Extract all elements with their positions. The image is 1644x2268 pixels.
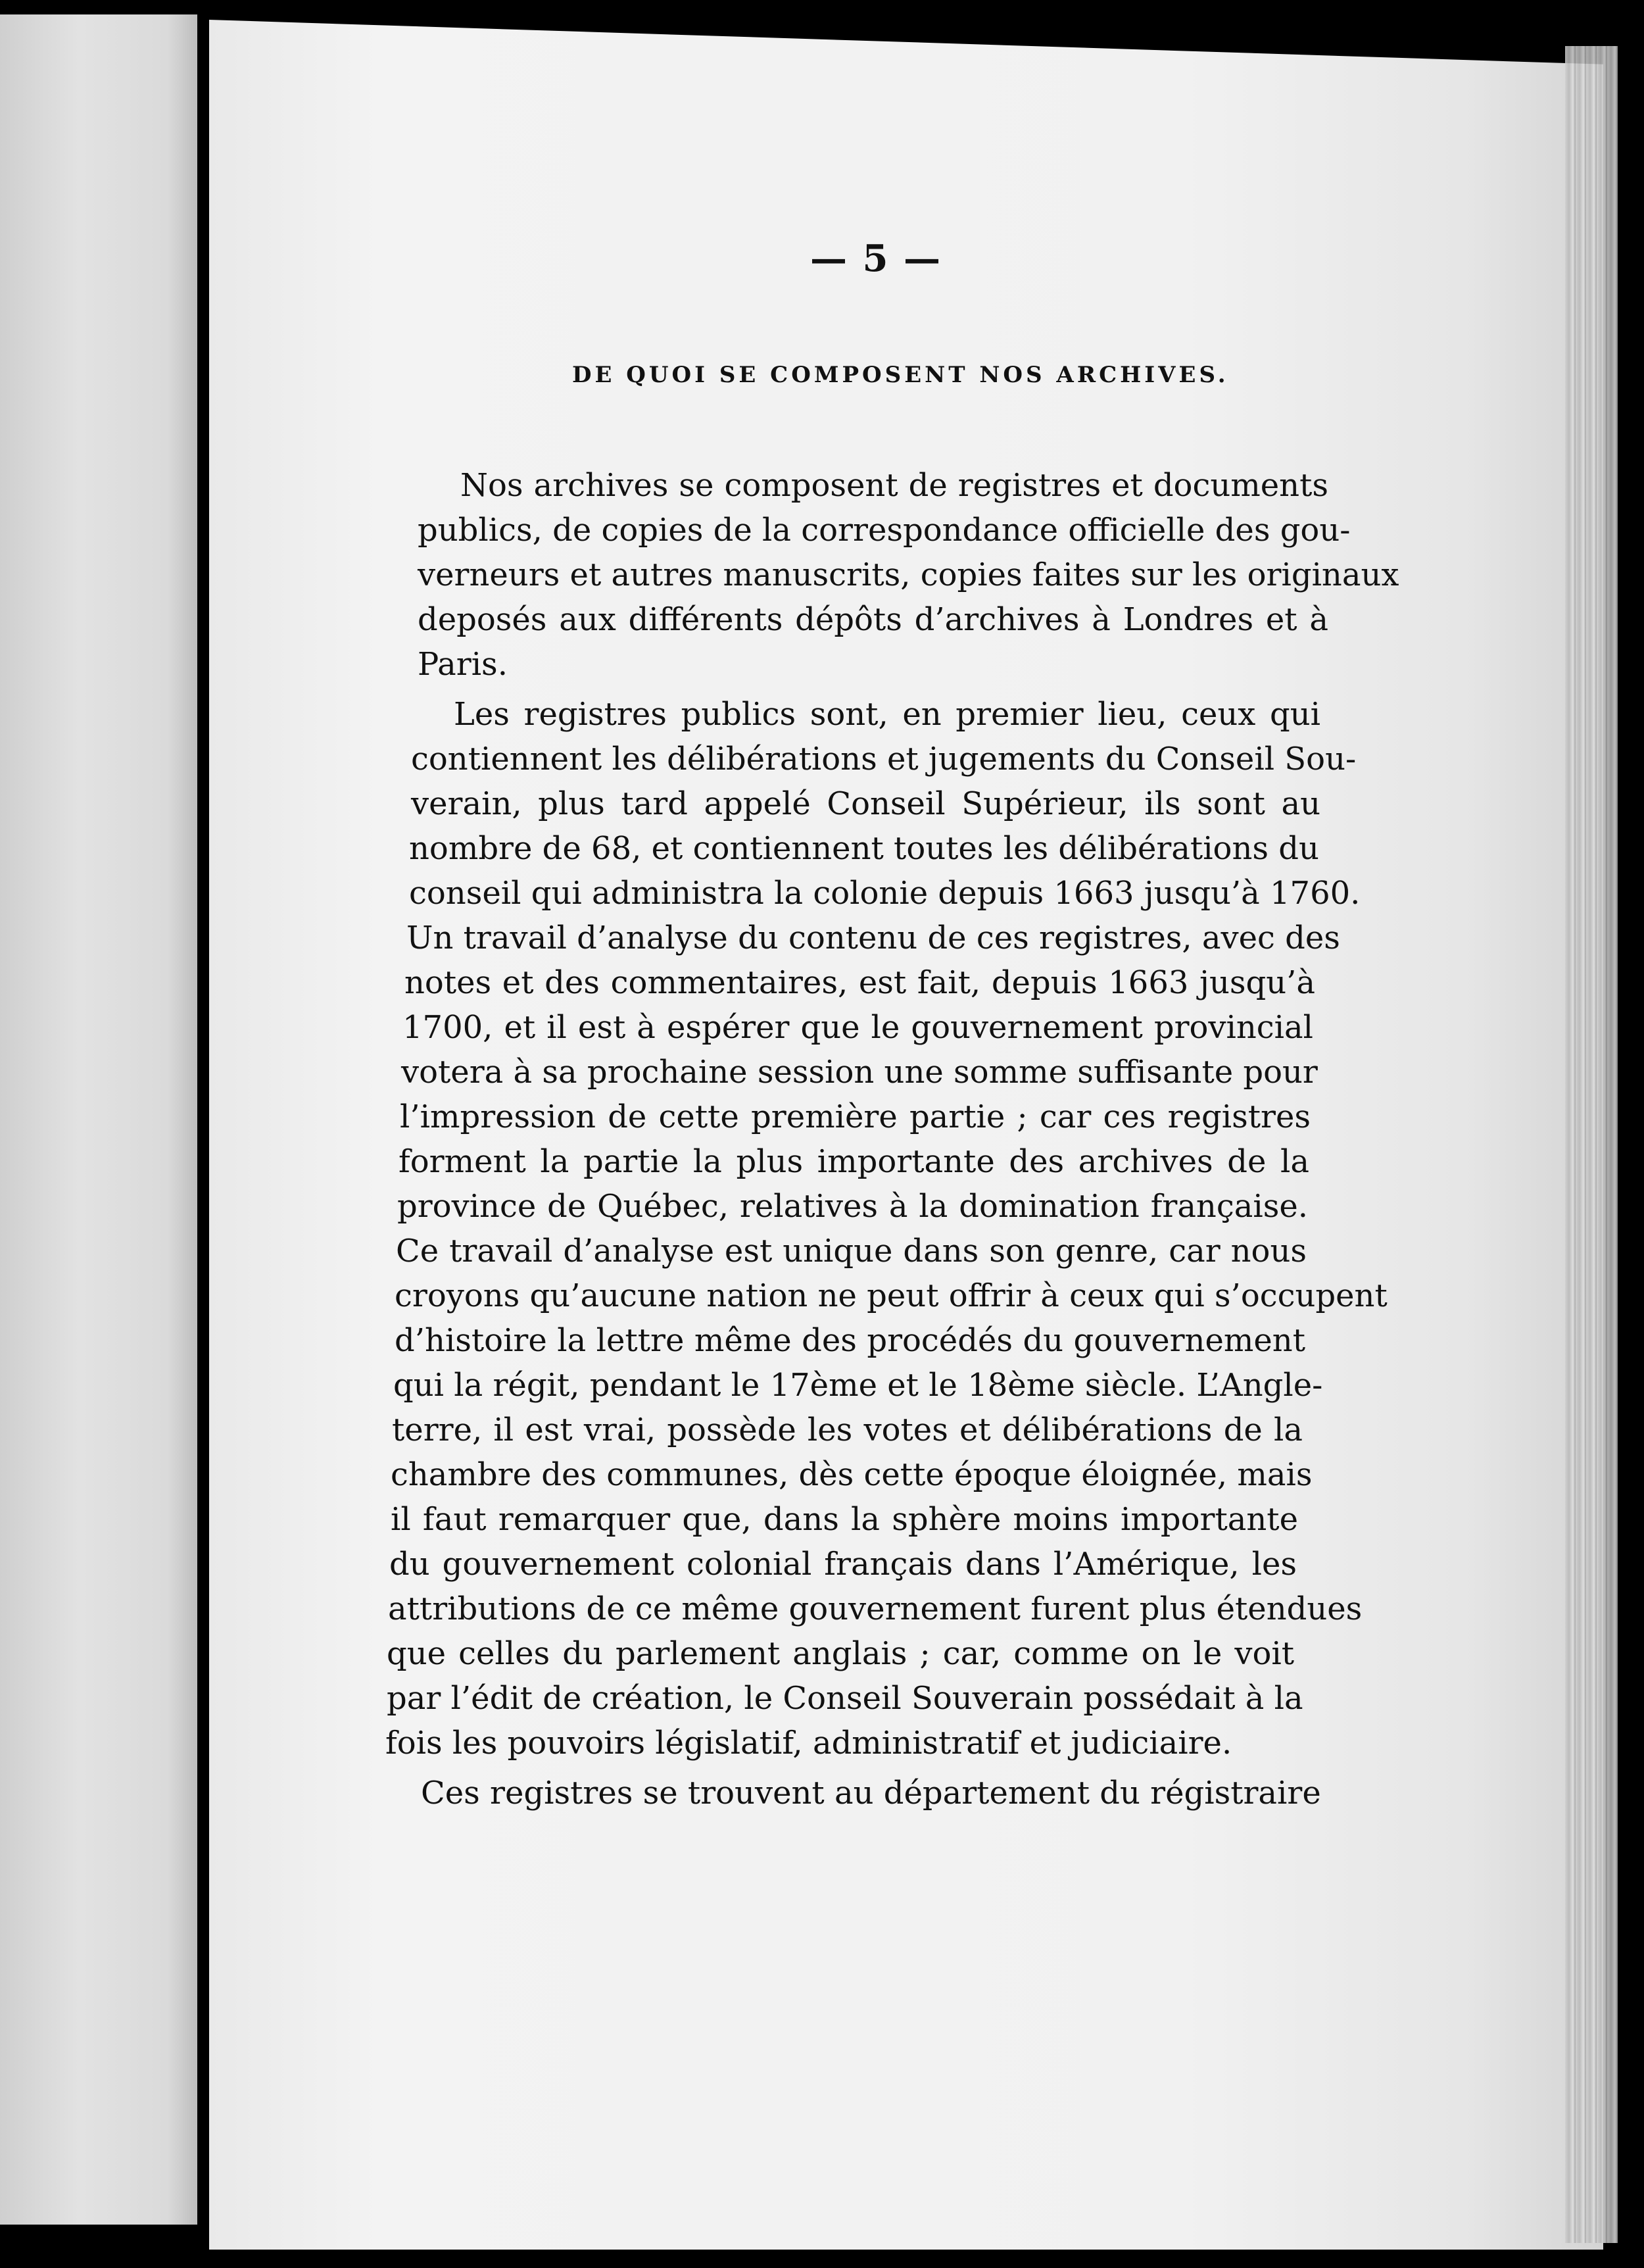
text-line: conseil qui administra la colonie depuis 1663 jusqu’à 1760. <box>409 875 1361 912</box>
text-line: fois les pouvoirs législatif, administratif et judiciaire. <box>385 1725 1232 1762</box>
text-line: Paris. <box>418 646 508 683</box>
text-line: contiennent les délibérations et jugements du Conseil Sou- <box>411 741 1357 777</box>
text-line: par l’édit de création, le Conseil Souverain possédait à la <box>387 1680 1303 1717</box>
text-line: Nos archives se composent de registres et documents <box>460 467 1328 504</box>
text-line: attributions de ce même gouvernement furent plus étendues <box>388 1590 1363 1627</box>
text-line: 1700, et il est à espérer que le gouvernement provincial <box>402 1009 1313 1046</box>
text-line: du gouvernement colonial français dans l’Amérique, les <box>389 1546 1297 1583</box>
text-line: il faut remarquer que, dans la sphère moins importante <box>391 1501 1298 1538</box>
text-line: que celles du parlement anglais ; car, comme on le voit <box>387 1635 1294 1672</box>
text-line: province de Québec, relatives à la domination française. <box>397 1188 1308 1225</box>
text-line: qui la régit, pendant le 17ème et le 18ème siècle. L’Angle- <box>393 1367 1323 1404</box>
text-line: d’histoire la lettre même des procédés du gouvernement <box>395 1322 1305 1359</box>
text-line: notes et des commentaires, est fait, depuis 1663 jusqu’à <box>404 964 1315 1001</box>
text-line: forment la partie la plus importante des archives de la <box>399 1143 1309 1180</box>
text-line: croyons qu’aucune nation ne peut offrir à ceux qui s’occupent <box>395 1277 1388 1314</box>
text-line: Un travail d’analyse du contenu de ces registres, avec des <box>406 920 1340 956</box>
text-line: deposés aux différents dépôts d’archives à Londres et à <box>418 601 1328 638</box>
text-line: nombre de 68, et contiennent toutes les délibérations du <box>409 830 1319 867</box>
text-line: verain, plus tard appelé Conseil Supérieur, ils sont au <box>411 785 1320 822</box>
text-line: Ce travail d’analyse est unique dans son genre, car nous <box>396 1233 1307 1270</box>
text-line: publics, de copies de la correspondance officielle des gou- <box>418 512 1351 549</box>
page-number: — 5 — <box>810 237 942 280</box>
text-line: Les registres publics sont, en premier lieu, ceux qui <box>454 696 1320 733</box>
text-line: terre, il est vrai, possède les votes et délibérations de la <box>392 1412 1303 1448</box>
text-line: Ces registres se trouvent au département du régistraire <box>421 1775 1321 1812</box>
text-line: l’impression de cette première partie ; car ces registres <box>400 1098 1311 1135</box>
section-title: DE QUOI SE COMPOSENT NOS ARCHIVES. <box>572 362 1229 388</box>
text-line: verneurs et autres manuscrits, copies faites sur les originaux <box>418 556 1399 593</box>
text-line: votera à sa prochaine session une somme suffisante pour <box>401 1054 1318 1091</box>
text-line: chambre des communes, dès cette époque éloignée, mais <box>391 1456 1313 1493</box>
